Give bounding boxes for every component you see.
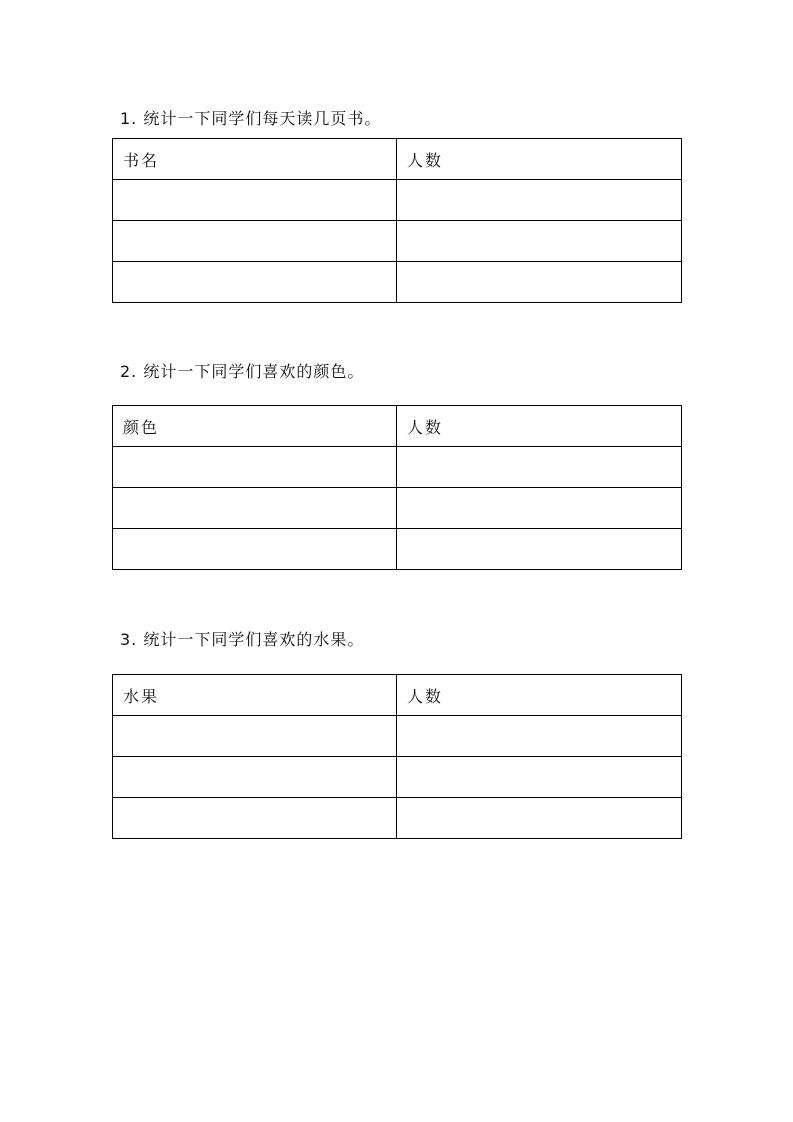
table-row — [113, 221, 682, 262]
table-row — [113, 262, 682, 303]
table-cell[interactable] — [113, 716, 397, 757]
table-cell[interactable] — [113, 529, 397, 570]
table-cell[interactable] — [397, 262, 682, 303]
table-cell[interactable] — [113, 798, 397, 839]
table-cell[interactable] — [113, 221, 397, 262]
section-title: 3. 统计一下同学们喜欢的水果。 — [120, 630, 365, 649]
table-row — [113, 529, 682, 570]
table-row — [113, 180, 682, 221]
table-row — [113, 757, 682, 798]
table-cell[interactable] — [113, 180, 397, 221]
table-cell[interactable] — [113, 262, 397, 303]
section-title: 2. 统计一下同学们喜欢的颜色。 — [120, 362, 365, 381]
tally-table — [112, 405, 682, 570]
table-cell[interactable] — [397, 798, 682, 839]
header-cell-category: 水果 — [113, 675, 397, 716]
tally-table — [112, 138, 682, 303]
table-header-row — [113, 675, 682, 716]
table-cell[interactable] — [397, 447, 682, 488]
table-cell[interactable] — [113, 447, 397, 488]
table-cell[interactable] — [397, 716, 682, 757]
table-cell[interactable] — [113, 488, 397, 529]
table-header-row — [113, 139, 682, 180]
header-cell-category: 书名 — [113, 139, 397, 180]
header-cell-category: 颜色 — [113, 406, 397, 447]
table-header-row — [113, 406, 682, 447]
table-row — [113, 798, 682, 839]
table-row — [113, 447, 682, 488]
table-cell[interactable] — [397, 488, 682, 529]
table-row — [113, 488, 682, 529]
table-cell[interactable] — [397, 529, 682, 570]
header-cell-count: 人数 — [397, 406, 682, 447]
table-cell[interactable] — [397, 221, 682, 262]
table-cell[interactable] — [113, 757, 397, 798]
tally-table — [112, 674, 682, 839]
header-cell-count: 人数 — [397, 139, 682, 180]
header-cell-count: 人数 — [397, 675, 682, 716]
table-cell[interactable] — [397, 757, 682, 798]
section-title: 1. 统计一下同学们每天读几页书。 — [120, 109, 382, 128]
table-row — [113, 716, 682, 757]
table-cell[interactable] — [397, 180, 682, 221]
